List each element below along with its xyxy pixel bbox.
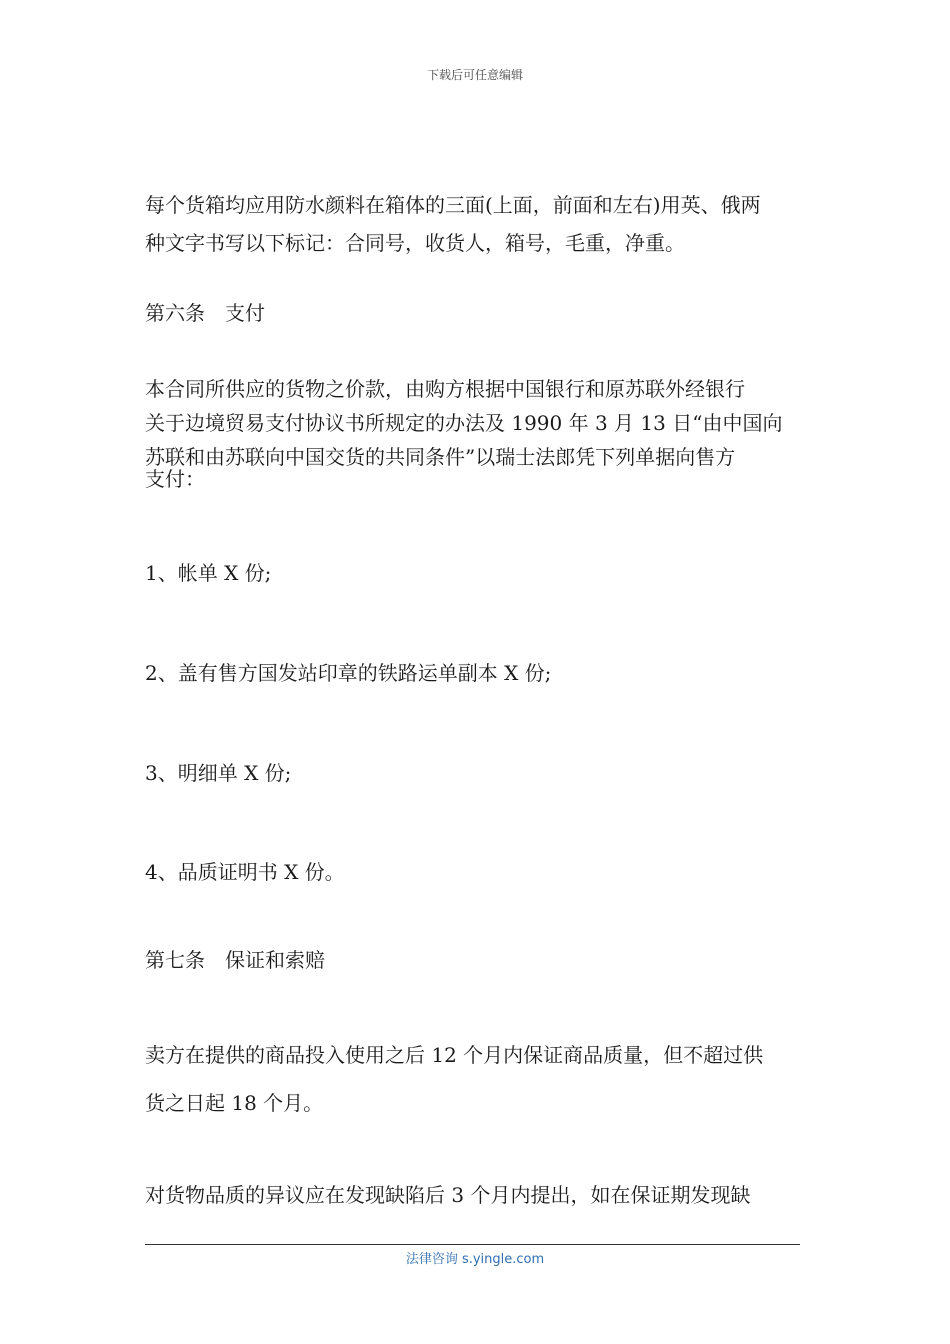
text-line: 第六条 支付: [145, 301, 265, 325]
page-footer-link[interactable]: 法律咨询 s.yingle.com: [405, 1252, 545, 1267]
text-line: 3、明细单 X 份;: [145, 761, 292, 785]
text-line: 4、品质证明书 X 份。: [145, 860, 345, 884]
section-heading-article-7: [145, 945, 810, 975]
text-line: 支付：: [145, 467, 205, 491]
text-line: 每个货箱均应用防水颜料在箱体的三面(上面，前面和左右)用英、俄两: [145, 193, 761, 217]
text-line: 本合同所供应的货物之价款，由购方根据中国银行和原苏联外经银行: [145, 377, 745, 401]
paragraph-payment-terms: [145, 372, 810, 496]
list-item-4: [145, 857, 810, 887]
list-item-3: [145, 758, 810, 788]
paragraph-quality-objection: [145, 1180, 810, 1210]
list-item-2: [145, 658, 810, 688]
footer-divider: [145, 1244, 800, 1245]
text-line: 种文字书写以下标记：合同号，收货人，箱号，毛重，净重。: [145, 231, 685, 255]
text-line: 苏联和由苏联向中国交货的共同条件”以瑞士法郎凭下列单据向售方: [145, 445, 736, 469]
page-header: 下载后可任意编辑: [426, 68, 523, 82]
text-line: 第七条 保证和索赔: [145, 948, 325, 972]
paragraph-packing-marks: [145, 186, 810, 262]
text-line: 1、帐单 X 份;: [145, 561, 272, 585]
text-line: 货之日起 18 个月。: [145, 1091, 324, 1115]
paragraph-warranty: [145, 1031, 810, 1127]
text-line: 卖方在提供的商品投入使用之后 12 个月内保证商品质量，但不超过供: [145, 1043, 764, 1067]
text-line: 2、盖有售方国发站印章的铁路运单副本 X 份;: [145, 661, 552, 685]
section-heading-article-6: [145, 298, 810, 328]
list-item-1: [145, 558, 810, 588]
text-line: 对货物品质的异议应在发现缺陷后 3 个月内提出，如在保证期发现缺: [145, 1183, 751, 1207]
text-line: 关于边境贸易支付协议书所规定的办法及 1990 年 3 月 13 日“由中国向: [145, 411, 783, 435]
